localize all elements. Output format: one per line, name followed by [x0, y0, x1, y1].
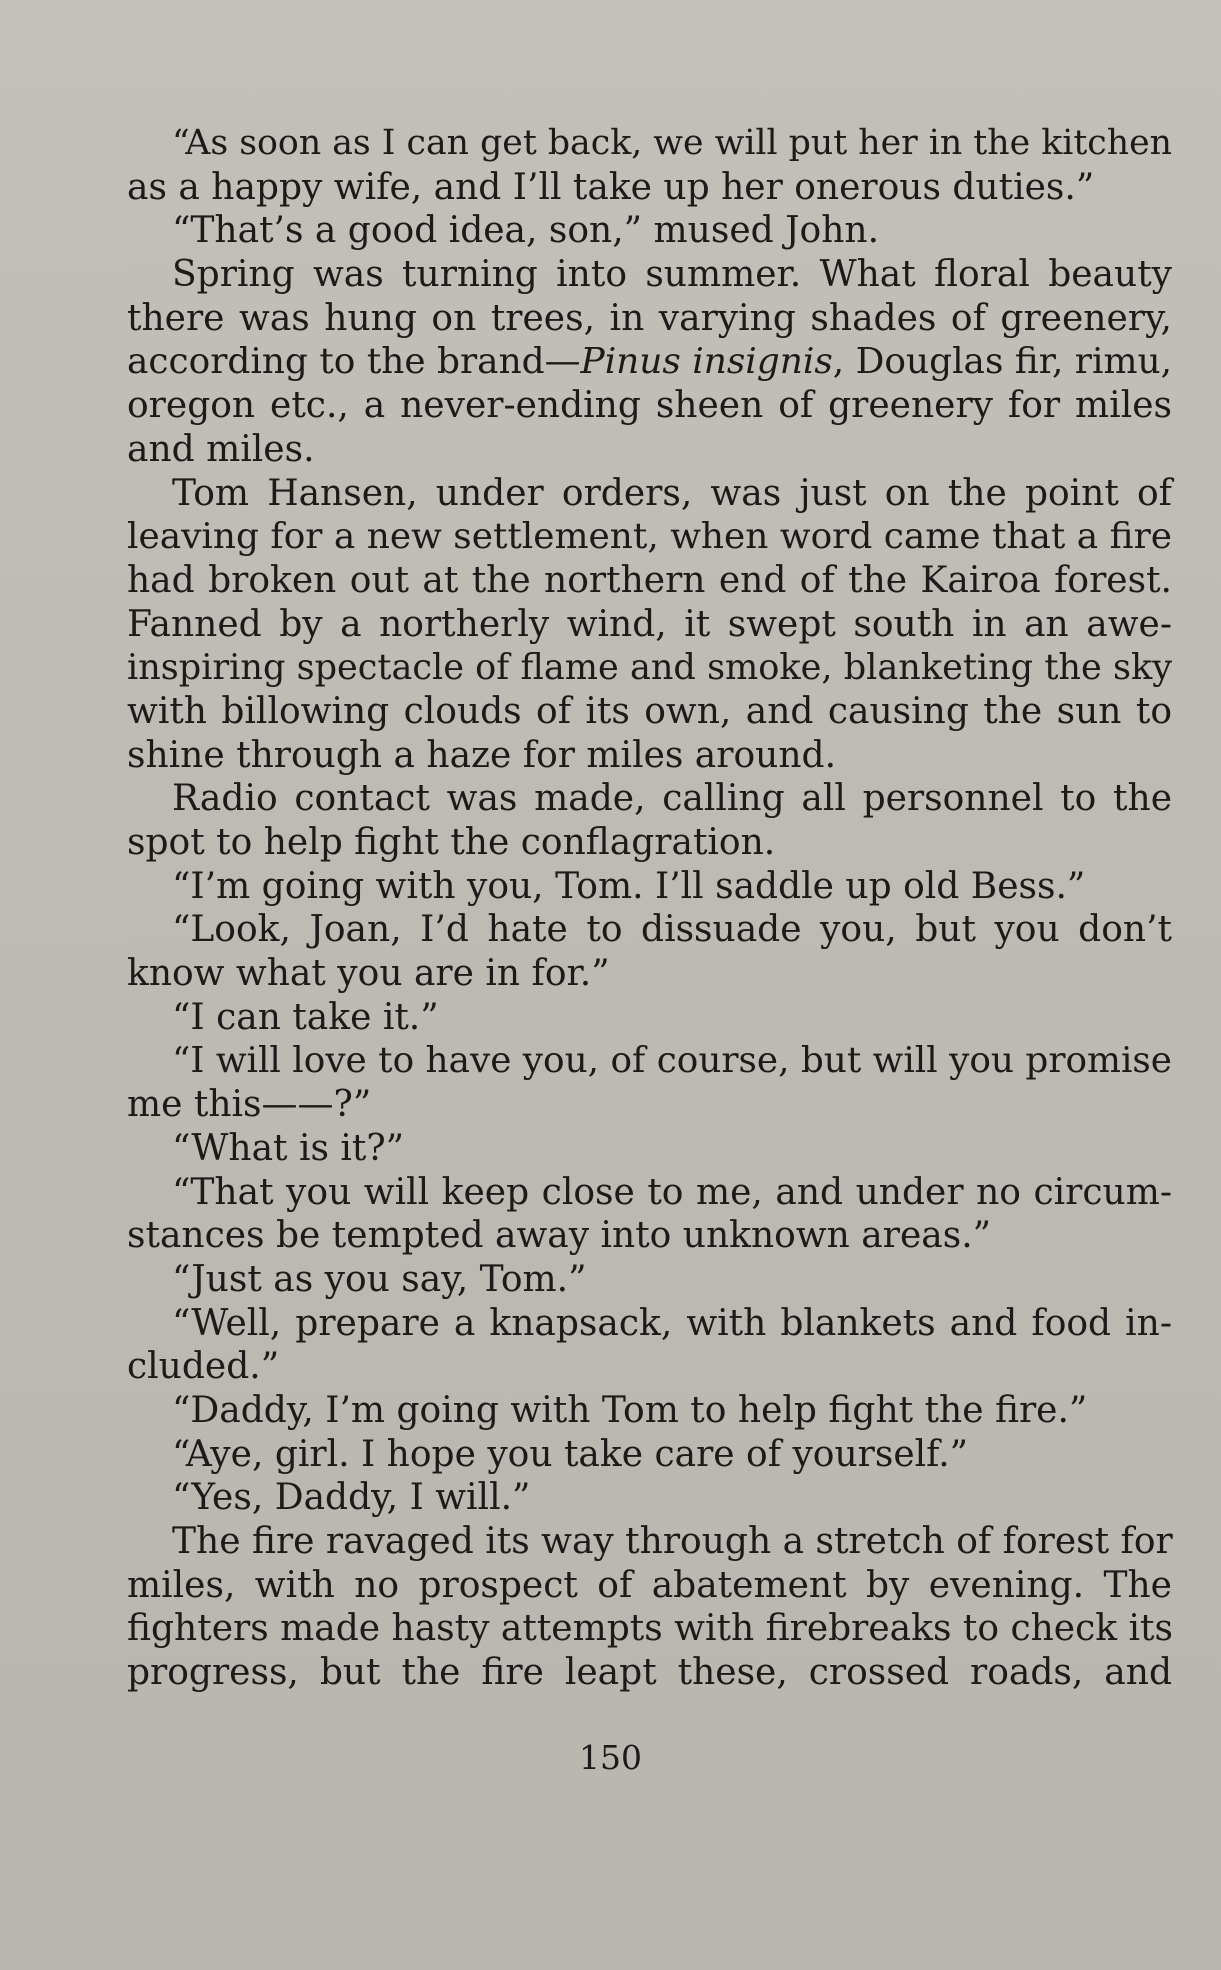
text-line: Fanned by a northerly wind, it swept south in an awe-	[127, 603, 1172, 645]
text-line: fighters made hasty attempts with firebreaks to check its	[127, 1608, 1173, 1650]
text-line	[127, 340, 1172, 384]
text-line: “Look, Joan, I’d hate to dissuade you, but you don’t	[172, 909, 1172, 951]
text-line: miles, with no prospect of abatement by evening. The	[127, 1564, 1172, 1606]
text-line: progress, but the fire leapt these, crossed roads, and	[127, 1652, 1172, 1694]
text-line: had broken out at the northern end of the Kairoa forest.	[127, 559, 1172, 601]
text-line: “I’m going with you, Tom. I’ll saddle up old Bess.”	[172, 865, 1086, 907]
page-number: 150	[579, 1738, 642, 1777]
text-line: “What is it?”	[172, 1127, 405, 1169]
text-line: there was hung on trees, in varying shades of greenery,	[127, 297, 1172, 339]
text-line: inspiring spectacle of flame and smoke, blanketing the sky	[127, 647, 1172, 689]
text-line: “Aye, girl. I hope you take care of yourself.”	[172, 1433, 969, 1475]
text-line: oregon etc., a never-ending sheen of greenery for miles	[127, 385, 1172, 427]
text-line: “Daddy, I’m going with Tom to help fight the fire.”	[172, 1389, 1088, 1431]
text-line: spot to help fight the conflagration.	[127, 822, 776, 863]
text-line: stances be tempted away into unknown areas.”	[127, 1215, 992, 1257]
body-text	[127, 122, 1173, 1695]
text-line: “Just as you say, Tom.”	[172, 1258, 587, 1300]
text-line: “Yes, Daddy, I will.”	[172, 1477, 531, 1519]
text-line: leaving for a new settlement, when word came that a fire	[127, 516, 1172, 558]
text-line: “That you will keep close to me, and under no circum-	[172, 1171, 1172, 1213]
text-line: me this——?”	[127, 1084, 372, 1126]
text-line: “I will love to have you, of course, but will you promise	[172, 1040, 1172, 1082]
text-line: Spring was turning into summer. What floral beauty	[172, 254, 1172, 296]
text-line: “As soon as I can get back, we will put her in the kitchen	[172, 123, 1172, 163]
text-line: “I can take it.”	[172, 996, 439, 1038]
text-line: as a happy wife, and I’ll take up her onerous duties.”	[127, 166, 1095, 208]
text-line: with billowing clouds of its own, and causing the sun to	[127, 690, 1172, 732]
text-line: shine through a haze for miles around.	[127, 734, 837, 776]
text-line-part: , Douglas fir, rimu,	[832, 341, 1172, 383]
text-line: “That’s a good idea, son,” mused John.	[172, 210, 880, 252]
italic-species-name: Pinus insignis	[580, 341, 833, 383]
text-line: The fire ravaged its way through a stretch of forest for	[172, 1521, 1173, 1562]
text-line: know what you are in for.”	[127, 953, 610, 995]
text-line: cluded.”	[127, 1346, 280, 1388]
text-line: and miles.	[127, 428, 315, 470]
text-line: “Well, prepare a knapsack, with blankets and food in-	[172, 1302, 1172, 1344]
text-line: Tom Hansen, under orders, was just on the point of	[172, 472, 1172, 514]
text-line-part: according to the brand—	[127, 341, 581, 383]
text-line: Radio contact was made, calling all personnel to the	[172, 778, 1172, 820]
